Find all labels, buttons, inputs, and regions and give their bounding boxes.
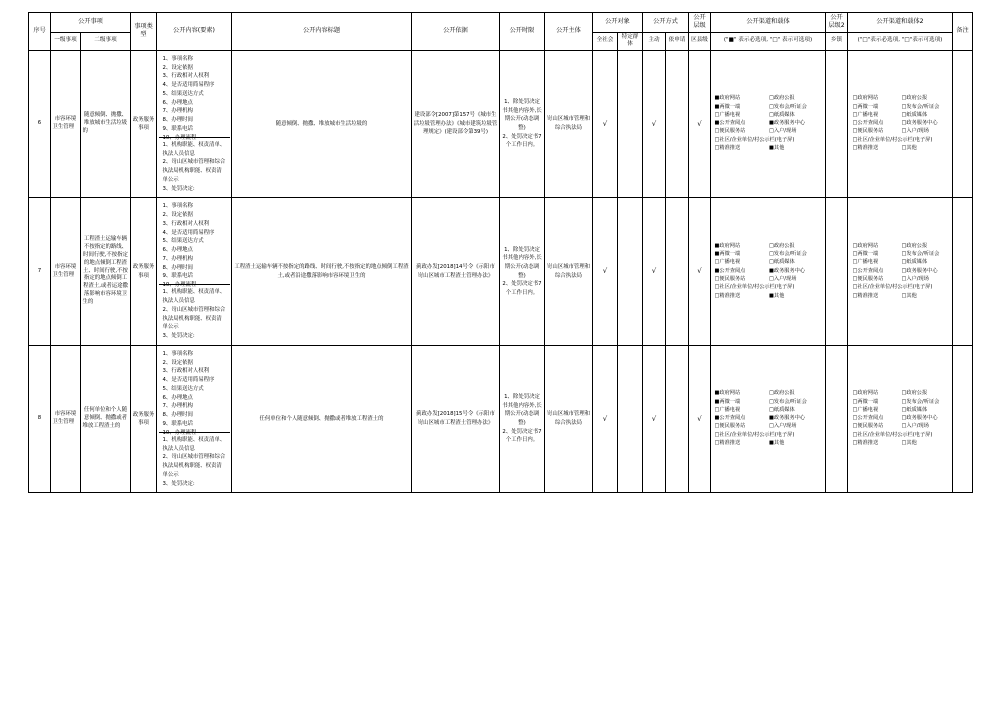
row-way-active[interactable]: √ bbox=[643, 345, 666, 493]
header-object: 公开对象 bbox=[593, 13, 643, 33]
channel2-option[interactable]: □入户/现场 bbox=[901, 275, 929, 282]
channel-option[interactable]: □政府公报 bbox=[769, 242, 795, 249]
channel-option[interactable]: ■公开查阅点 bbox=[714, 415, 746, 422]
channel-option[interactable]: □发布会/听证会 bbox=[769, 251, 807, 258]
channel-option[interactable]: ■政府网站 bbox=[714, 390, 741, 397]
header-matter-level2: 二级事项 bbox=[81, 32, 131, 50]
table-row bbox=[29, 50, 973, 198]
header-way-active: 主动 bbox=[643, 32, 666, 50]
row-title: 随意倾倒、抛撒、堆放城市生活垃圾的 bbox=[232, 50, 412, 198]
row-seq: 8 bbox=[29, 345, 51, 493]
channel-option[interactable]: □社区/企业单位/村公示栏(电子屏) bbox=[714, 284, 795, 291]
channel2-option[interactable]: □广播电视 bbox=[852, 259, 879, 266]
row-matter-level2: 随意倾倒、抛撒、堆放城市生活垃圾的 bbox=[81, 50, 131, 198]
channel-option[interactable]: ■其他 bbox=[769, 292, 785, 299]
row-matter-level1: 市容环境卫生管理 bbox=[51, 345, 81, 493]
header-basis: 公开依据 bbox=[412, 13, 500, 51]
header-remark: 备注 bbox=[953, 13, 973, 51]
channel2-option[interactable]: □公开查阅点 bbox=[852, 415, 884, 422]
channel-option[interactable]: □精准推送 bbox=[714, 440, 741, 447]
table-row bbox=[29, 198, 973, 346]
row-channel bbox=[711, 345, 826, 493]
channel2-option[interactable]: □入户/现场 bbox=[901, 423, 929, 430]
channel-option[interactable]: □入户/现场 bbox=[769, 423, 797, 430]
catalog-body bbox=[29, 50, 973, 493]
channel2-option[interactable]: □社区/企业单位/村公示栏(电子屏) bbox=[852, 284, 933, 291]
header-channel2: 公开渠道和载体2 bbox=[848, 13, 953, 33]
row-level2-town[interactable] bbox=[826, 50, 848, 198]
header-title: 公开内容标题 bbox=[232, 13, 412, 51]
channel2-option[interactable]: □精准推送 bbox=[852, 292, 879, 299]
row-channel2 bbox=[848, 198, 953, 346]
row-channel2 bbox=[848, 345, 953, 493]
row-object-specific[interactable] bbox=[618, 198, 643, 346]
header-content: 公开内容(要素) bbox=[157, 13, 232, 51]
channel-option[interactable]: □便民服务站 bbox=[714, 128, 746, 135]
row-remark bbox=[953, 50, 973, 198]
channel-option[interactable]: □广播电视 bbox=[714, 111, 741, 118]
row-level-district[interactable]: √ bbox=[689, 198, 711, 346]
channel2-option[interactable]: □纸质媒体 bbox=[901, 259, 928, 266]
channel2-option[interactable]: □发布会/听证会 bbox=[901, 398, 940, 405]
row-basis: 建设部令[2007]第157号《城市生活垃圾管理办法》《城市建筑垃圾管理规定》(建设部令第39号) bbox=[412, 50, 500, 198]
public-disclosure-catalog-sheet bbox=[28, 12, 972, 493]
row-object-all[interactable]: √ bbox=[593, 345, 618, 493]
header-channel2-note: ("□"表示必选项, "□"表示可选项) bbox=[848, 32, 953, 50]
channel2-option[interactable]: □社区/企业单位/村公示栏(电子屏) bbox=[852, 431, 933, 438]
table-row bbox=[29, 345, 973, 493]
header-way-apply: 依申请 bbox=[666, 32, 689, 50]
channel-option[interactable]: □发布会/听证会 bbox=[769, 398, 807, 405]
row-way-apply[interactable] bbox=[666, 345, 689, 493]
row-matter-level2: 工程渣土运输车辆不按指定的路线、时间行驶,不按指定的地点倾倒工程渣土、时间行驶,不按指定的地点倾倒工程渣土,或者运途撒落影响市容环境卫生的 bbox=[81, 198, 131, 346]
header-level: 公开层级 bbox=[689, 13, 711, 33]
channel-option[interactable]: ■政务服务中心 bbox=[769, 415, 806, 422]
channel2-option[interactable]: □发布会/听证会 bbox=[901, 251, 940, 258]
row-way-apply[interactable] bbox=[666, 50, 689, 198]
channel2-option[interactable]: □发布会/听证会 bbox=[901, 103, 940, 110]
row-object-all[interactable]: √ bbox=[593, 50, 618, 198]
row-title: 工程渣土运输车辆不按指定的路线、时间行驶,不按指定的地点倾倒工程渣土,或者沿途撒落影响市容环境卫生的 bbox=[232, 198, 412, 346]
row-level-district[interactable]: √ bbox=[689, 345, 711, 493]
row-way-active[interactable]: √ bbox=[643, 198, 666, 346]
channel2-option[interactable]: □纸质媒体 bbox=[901, 111, 928, 118]
header-matter-level1: 一级事项 bbox=[51, 32, 81, 50]
channel2-option[interactable]: □两微一端 bbox=[852, 251, 879, 258]
row-period: 1、除处罚决定书其他内容外,长期公开(动态调整) 2、处罚决定书7个工作日内。 bbox=[500, 345, 545, 493]
channel2-option[interactable]: □其他 bbox=[901, 440, 917, 447]
row-content bbox=[157, 198, 232, 346]
channel2-option[interactable]: □政府网站 bbox=[852, 242, 879, 249]
channel-option[interactable]: □广播电视 bbox=[714, 259, 741, 266]
row-matter-level1: 市容环境卫生管理 bbox=[51, 50, 81, 198]
header-level-district: 区县级 bbox=[689, 32, 711, 50]
channel-option[interactable]: □社区/企业单位/村公示栏(电子屏) bbox=[714, 136, 795, 143]
channel-option[interactable]: □入户/现场 bbox=[769, 275, 797, 282]
channel2-option[interactable]: □公开查阅点 bbox=[852, 267, 884, 274]
channel-option[interactable]: ■政务服务中心 bbox=[769, 120, 806, 127]
channel2-option[interactable]: □纸质媒体 bbox=[901, 406, 928, 413]
channel-option[interactable]: □便民服务站 bbox=[714, 275, 746, 282]
row-content-elements: 1、事项名称 2、设定依据 3、行政相对人权利 4、是否适用简易程序 5、结果送达方式 6、办理地点 7、办理机构 8、办理时间 9、联系电话 10、办理流程 bbox=[159, 52, 230, 138]
channel-option[interactable]: □发布会/听证会 bbox=[769, 103, 807, 110]
row-content-elements: 1、事项名称 2、设定依据 3、行政相对人权利 4、是否适用简易程序 5、结果送达方式 6、办理地点 7、办理机构 8、办理时间 9、联系电话 10、办理流程 bbox=[159, 199, 230, 285]
row-object-specific[interactable] bbox=[618, 50, 643, 198]
header-seq: 序号 bbox=[29, 13, 51, 51]
header-channel-note: ("■" 表示必选项, "□" 表示可选项) bbox=[711, 32, 826, 50]
row-way-apply[interactable] bbox=[666, 198, 689, 346]
header-object-specific: 特定群体 bbox=[618, 32, 643, 50]
channel2-option[interactable]: □政府网站 bbox=[852, 95, 879, 102]
row-type: 政务服务事项 bbox=[131, 50, 157, 198]
channel-option[interactable]: □政府公报 bbox=[769, 95, 795, 102]
row-matter-level2: 任何单位和个人随意倾倒、抛撒或者堆放工程渣土的 bbox=[81, 345, 131, 493]
row-content-elements: 1、事项名称 2、设定依据 3、行政相对人权利 4、是否适用简易程序 5、结果送达方式 6、办理地点 7、办理机构 8、办理时间 9、联系电话 10、办理流程 bbox=[159, 347, 230, 433]
channel-option[interactable]: ■两微一端 bbox=[714, 398, 741, 405]
row-seq: 7 bbox=[29, 198, 51, 346]
header-level2-town: 乡镇 bbox=[826, 32, 848, 50]
header-subject: 公开主体 bbox=[545, 13, 593, 51]
channel2-option[interactable]: □社区/企业单位/村公示栏(电子屏) bbox=[852, 136, 933, 143]
row-channel bbox=[711, 198, 826, 346]
row-channel2 bbox=[848, 50, 953, 198]
header-matter-group: 公开事项 bbox=[51, 13, 131, 33]
row-level2-town[interactable] bbox=[826, 198, 848, 346]
channel-option[interactable]: □入户/现场 bbox=[769, 128, 797, 135]
channel2-option[interactable]: □便民服务站 bbox=[852, 128, 884, 135]
channel-option[interactable]: □纸质媒体 bbox=[769, 259, 795, 266]
channel2-option[interactable]: □两微一端 bbox=[852, 103, 879, 110]
channel2-option[interactable]: □政府公报 bbox=[901, 95, 928, 102]
channel-option[interactable]: □广播电视 bbox=[714, 406, 741, 413]
channel2-option[interactable]: □广播电视 bbox=[852, 111, 879, 118]
row-basis: 蓟政办发[2018]15号令《示阳市岢山区城市工程渣土管理办法》 bbox=[412, 345, 500, 493]
channel2-option[interactable]: □公开查阅点 bbox=[852, 120, 884, 127]
channel-option[interactable]: ■政府网站 bbox=[714, 95, 741, 102]
row-content bbox=[157, 50, 232, 198]
channel2-option[interactable]: □精准推送 bbox=[852, 145, 879, 152]
channel-option[interactable]: ■两微一端 bbox=[714, 103, 741, 110]
channel-option[interactable]: □便民服务站 bbox=[714, 423, 746, 430]
row-subject: 岢山区城市管理和综合执法局 bbox=[545, 50, 593, 198]
channel2-option[interactable]: □其他 bbox=[901, 145, 917, 152]
row-channel bbox=[711, 50, 826, 198]
row-seq: 6 bbox=[29, 50, 51, 198]
header-channel bbox=[711, 13, 826, 33]
header-way: 公开方式 bbox=[643, 13, 689, 33]
channel2-option[interactable]: □政府公报 bbox=[901, 242, 928, 249]
channel-option[interactable]: □政府公报 bbox=[769, 390, 795, 397]
row-remark bbox=[953, 198, 973, 346]
channel2-option[interactable]: □广播电视 bbox=[852, 406, 879, 413]
row-content-extra: 1、机构职能、权责清单、执法人员信息 2、岢山区城市管理和综合执法局机构职能、权责清单公示 3、处罚决定: bbox=[162, 436, 226, 487]
channel2-option[interactable]: □入户/现场 bbox=[901, 128, 929, 135]
row-remark bbox=[953, 345, 973, 493]
header-object-all: 全社会 bbox=[593, 32, 618, 50]
row-object-all[interactable]: √ bbox=[593, 198, 618, 346]
channel-option[interactable]: □精准推送 bbox=[714, 292, 741, 299]
row-basis: 蓟政办发[2018]14号令《示阳市岢山区城市工程渣土管理办法》 bbox=[412, 198, 500, 346]
channel2-option[interactable]: □政府公报 bbox=[901, 390, 928, 397]
channel2-option[interactable]: □两微一端 bbox=[852, 398, 879, 405]
row-matter-level1: 市容环境卫生管理 bbox=[51, 198, 81, 346]
row-way-active[interactable]: √ bbox=[643, 50, 666, 198]
row-content-extra: 1、机构职能、权责清单、执法人员信息 2、岢山区城市管理和综合执法局机构职能、权责清单公示 3、处罚决定: bbox=[162, 289, 226, 340]
channel-option[interactable]: ■两微一端 bbox=[714, 251, 741, 258]
row-period: 1、除处罚决定书其他内容外,长期公开(动态调整) 2、处罚决定书7个工作日内。 bbox=[500, 50, 545, 198]
header-row-1 bbox=[29, 13, 973, 33]
row-type: 政务服务事项 bbox=[131, 345, 157, 493]
channel-option[interactable]: ■公开查阅点 bbox=[714, 267, 746, 274]
row-type: 政务服务事项 bbox=[131, 198, 157, 346]
channel-option[interactable]: □纸质媒体 bbox=[769, 111, 795, 118]
header-period: 公开时限 bbox=[500, 13, 545, 51]
row-subject: 岢山区城市管理和综合执法局 bbox=[545, 345, 593, 493]
header-type: 事项类型 bbox=[131, 13, 157, 51]
channel2-option[interactable]: □便民服务站 bbox=[852, 275, 884, 282]
channel2-option[interactable]: □精准推送 bbox=[852, 440, 879, 447]
channel2-option[interactable]: □政务服务中心 bbox=[901, 415, 938, 422]
channel-option[interactable]: ■政府网站 bbox=[714, 242, 741, 249]
header-channel-label: 公开渠道和载体 bbox=[746, 18, 790, 26]
channel2-option[interactable]: □政府网站 bbox=[852, 390, 879, 397]
channel-option[interactable]: ■公开查阅点 bbox=[714, 120, 746, 127]
row-subject: 岢山区城市管理和综合执法局 bbox=[545, 198, 593, 346]
row-object-specific[interactable] bbox=[618, 345, 643, 493]
row-content bbox=[157, 345, 232, 493]
channel-option[interactable]: □精准推送 bbox=[714, 145, 741, 152]
channel2-option[interactable]: □政务服务中心 bbox=[901, 267, 938, 274]
channel2-option[interactable]: □政务服务中心 bbox=[901, 120, 938, 127]
row-period: 1、除处罚决定书其他内容外,长期公开(动态调整) 2、处罚决定书7个工作日内。 bbox=[500, 198, 545, 346]
row-title: 任何单位和个人随意倾倒、抛撒或者堆放工程渣土的 bbox=[232, 345, 412, 493]
header-level2: 公开层级2 bbox=[826, 13, 848, 33]
row-level-district[interactable]: √ bbox=[689, 50, 711, 198]
row-content-extra: 1、机构职能、权责清单、执法人员信息 2、岢山区城市管理和综合执法局机构职能、权责清单公示 3、处罚决定: bbox=[162, 141, 226, 192]
channel-option[interactable]: □纸质媒体 bbox=[769, 406, 795, 413]
channel2-option[interactable]: □其他 bbox=[901, 292, 917, 299]
row-level2-town[interactable] bbox=[826, 345, 848, 493]
channel-option[interactable]: □社区/企业单位/村公示栏(电子屏) bbox=[714, 431, 795, 438]
catalog-table bbox=[28, 12, 973, 493]
channel-option[interactable]: ■其他 bbox=[769, 145, 785, 152]
channel-option[interactable]: ■政务服务中心 bbox=[769, 267, 806, 274]
channel2-option[interactable]: □便民服务站 bbox=[852, 423, 884, 430]
channel-option[interactable]: ■其他 bbox=[769, 440, 785, 447]
